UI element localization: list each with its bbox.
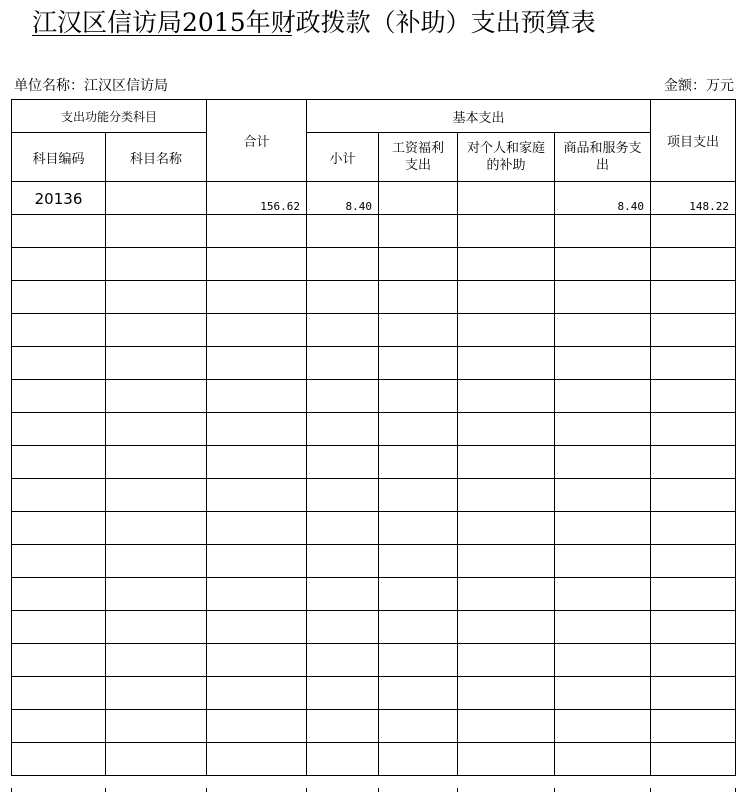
empty-cell [379,710,458,743]
empty-cell [307,479,379,512]
empty-cell [307,611,379,644]
empty-cell [106,710,207,743]
empty-cell [12,413,106,446]
header-personal-text: 对个人和家庭的补助 [466,141,545,173]
empty-cell [207,677,307,710]
header-func-category: 支出功能分类科目 [12,100,207,133]
empty-cell [307,743,379,776]
header-subtotal: 小计 [307,133,379,182]
empty-cell [207,512,307,545]
empty-cell [555,380,651,413]
empty-cell [458,578,555,611]
empty-cell [379,347,458,380]
empty-cell [106,347,207,380]
empty-table-row [12,479,736,512]
empty-cell [458,611,555,644]
header-wage-text: 工资福利支出 [391,141,444,173]
empty-cell [307,710,379,743]
empty-cell [555,512,651,545]
empty-cell [555,644,651,677]
empty-cell [379,380,458,413]
empty-cell [12,446,106,479]
empty-table-row [12,281,736,314]
empty-cell [307,314,379,347]
empty-cell [106,248,207,281]
empty-cell [379,743,458,776]
empty-cell [458,446,555,479]
empty-cell [458,215,555,248]
empty-cell [555,710,651,743]
amount-unit-label: 金额：万元 [664,78,734,94]
empty-cell [12,380,106,413]
empty-cell [458,545,555,578]
empty-cell [12,215,106,248]
empty-cell [106,611,207,644]
empty-cell [379,215,458,248]
empty-cell [106,314,207,347]
empty-cell [106,479,207,512]
cell-name [106,182,207,215]
empty-cell [106,446,207,479]
budget-table [11,99,736,776]
empty-table-row [12,677,736,710]
empty-cell [458,743,555,776]
title-underline [32,35,292,36]
empty-cell [555,446,651,479]
empty-cell [207,413,307,446]
empty-cell [307,281,379,314]
empty-table-row [12,578,736,611]
empty-cell [106,677,207,710]
empty-cell [12,248,106,281]
empty-table-row [12,644,736,677]
empty-cell [207,248,307,281]
empty-cell [555,578,651,611]
empty-cell [458,644,555,677]
empty-table-row [12,545,736,578]
empty-cell [379,479,458,512]
empty-cell [207,479,307,512]
empty-cell [207,545,307,578]
empty-cell [307,545,379,578]
cell-code: 20136 [12,182,106,215]
empty-cell [207,611,307,644]
header-total: 合计 [207,100,307,182]
cell-goods: 8.40 [555,182,651,215]
empty-table-row [12,215,736,248]
empty-cell [458,380,555,413]
empty-cell [651,743,736,776]
empty-cell [651,380,736,413]
empty-table-row [12,446,736,479]
unit-name-label: 单位名称：江汉区信访局 [14,78,168,94]
empty-cell [307,446,379,479]
cell-total: 156.62 [207,182,307,215]
empty-cell [458,347,555,380]
empty-cell [555,314,651,347]
empty-cell [651,347,736,380]
empty-cell [379,578,458,611]
empty-cell [12,743,106,776]
empty-cell [651,644,736,677]
empty-table-row [12,512,736,545]
empty-table-row [12,743,736,776]
empty-cell [106,281,207,314]
empty-cell [307,413,379,446]
header-project: 项目支出 [651,100,736,182]
empty-cell [458,248,555,281]
empty-cell [458,281,555,314]
header-goods [555,133,651,182]
empty-cell [12,314,106,347]
empty-cell [458,710,555,743]
empty-cell [458,512,555,545]
empty-cell [307,677,379,710]
cell-wage [379,182,458,215]
empty-cell [106,413,207,446]
empty-cell [207,281,307,314]
empty-cell [307,215,379,248]
empty-cell [458,479,555,512]
empty-cell [307,644,379,677]
header-basic: 基本支出 [307,100,651,133]
empty-cell [379,644,458,677]
empty-cell [12,677,106,710]
empty-cell [207,710,307,743]
empty-cell [207,347,307,380]
empty-cell [307,578,379,611]
empty-table-row [12,710,736,743]
empty-cell [379,611,458,644]
empty-cell [106,545,207,578]
empty-cell [555,413,651,446]
empty-cell [379,446,458,479]
header-wage [379,133,458,182]
empty-cell [12,281,106,314]
empty-cell [379,281,458,314]
empty-table-row [12,248,736,281]
empty-cell [458,677,555,710]
empty-cell [12,347,106,380]
empty-cell [307,347,379,380]
empty-cell [207,215,307,248]
empty-cell [651,677,736,710]
empty-cell [379,545,458,578]
empty-cell [307,248,379,281]
empty-cell [106,380,207,413]
empty-cell [555,215,651,248]
empty-cell [379,677,458,710]
empty-cell [307,380,379,413]
empty-cell [458,314,555,347]
empty-rows [12,215,736,776]
header-subject-code: 科目编码 [12,133,106,182]
empty-cell [458,413,555,446]
empty-cell [379,512,458,545]
empty-cell [555,743,651,776]
empty-cell [106,578,207,611]
empty-cell [207,743,307,776]
empty-cell [207,644,307,677]
empty-cell [651,710,736,743]
empty-table-row [12,380,736,413]
empty-cell [651,578,736,611]
empty-cell [207,446,307,479]
empty-cell [12,512,106,545]
empty-cell [555,611,651,644]
empty-cell [12,479,106,512]
bottom-tick-marks [11,776,736,792]
empty-cell [651,281,736,314]
empty-cell [651,215,736,248]
empty-cell [307,512,379,545]
empty-cell [379,314,458,347]
empty-cell [207,578,307,611]
empty-cell [651,314,736,347]
cell-project: 148.22 [651,182,736,215]
header-subject-name: 科目名称 [106,133,207,182]
empty-cell [379,413,458,446]
empty-cell [106,215,207,248]
empty-table-row [12,611,736,644]
empty-cell [207,380,307,413]
empty-cell [651,413,736,446]
empty-cell [555,248,651,281]
table-row [12,182,736,215]
empty-cell [555,479,651,512]
empty-cell [555,677,651,710]
empty-cell [12,611,106,644]
empty-table-row [12,314,736,347]
empty-table-row [12,413,736,446]
empty-cell [106,644,207,677]
cell-subtotal: 8.40 [307,182,379,215]
empty-cell [555,347,651,380]
empty-cell [651,545,736,578]
empty-cell [651,512,736,545]
empty-cell [12,545,106,578]
header-goods-text: 商品和服务支出 [563,141,642,173]
empty-cell [106,512,207,545]
cell-personal [458,182,555,215]
empty-cell [106,743,207,776]
empty-cell [379,248,458,281]
empty-cell [651,479,736,512]
page-title: 江汉区信访局2015年财政拨款（补助）支出预算表 [32,8,596,37]
empty-table-row [12,347,736,380]
empty-cell [12,578,106,611]
empty-cell [651,446,736,479]
empty-cell [555,545,651,578]
empty-cell [12,644,106,677]
empty-cell [555,281,651,314]
header-personal [458,133,555,182]
empty-cell [12,710,106,743]
empty-cell [651,248,736,281]
empty-cell [651,611,736,644]
empty-cell [207,314,307,347]
